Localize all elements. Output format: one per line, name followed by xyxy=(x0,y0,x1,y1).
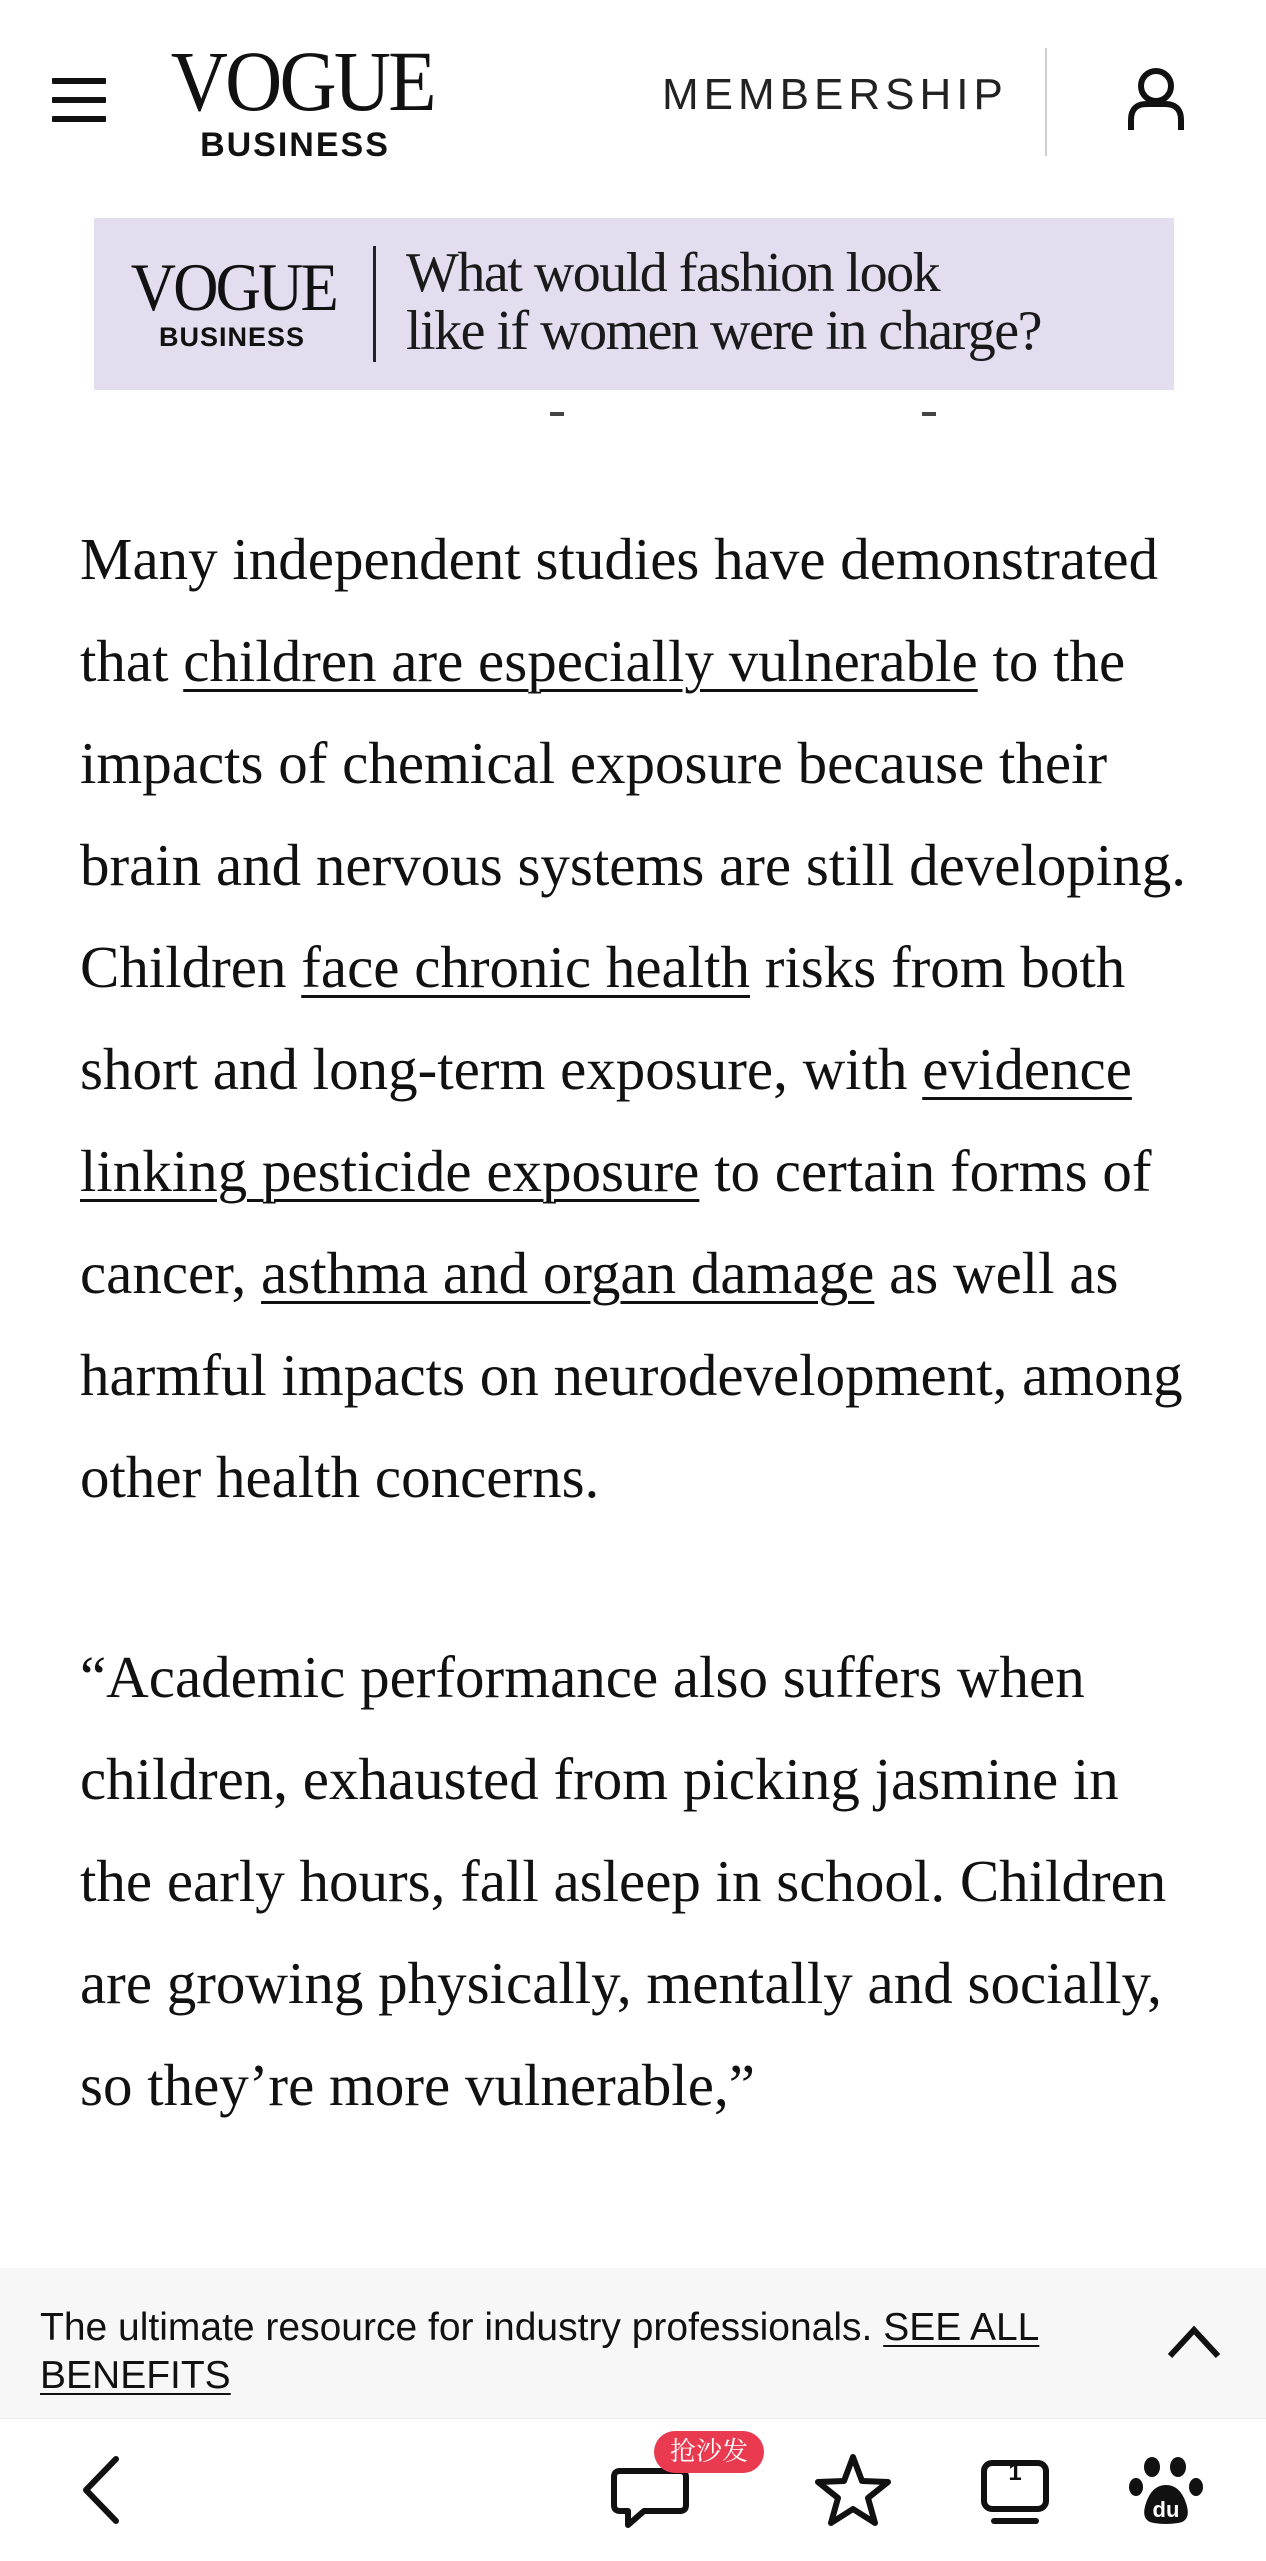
browser-bottom-bar xyxy=(0,2418,1266,2561)
logo-vogue-text: VOGUE xyxy=(170,33,434,129)
link-asthma-organ-damage[interactable]: asthma and organ damage xyxy=(261,1240,875,1306)
header-divider xyxy=(1045,48,1047,156)
paragraph-text: to certain forms of cancer, xyxy=(80,1138,1152,1306)
promo-logo-business: BUSINESS xyxy=(158,322,306,352)
promo-banner[interactable] xyxy=(94,218,1174,390)
baidu-paw-icon[interactable] xyxy=(1122,2445,1212,2535)
paragraph-text: to the impacts of chemical exposure because their brain and nervous systems are still developing. Children xyxy=(80,628,1187,1000)
hamburger-menu-icon[interactable] xyxy=(52,78,108,124)
promo-logo xyxy=(122,249,342,353)
promo-headline-line2: like if women were in charge? xyxy=(406,300,1041,362)
promo-divider xyxy=(373,246,376,362)
see-all-benefits-link[interactable]: SEE ALL BENEFITS xyxy=(40,2306,1040,2397)
tab-count: 1 xyxy=(1008,2459,1022,2486)
paragraph-text: risks from both short and long-term exposure, with xyxy=(80,934,1126,1102)
promo-headline xyxy=(406,244,1146,360)
article-paragraph-1 xyxy=(80,508,1200,1528)
star-icon[interactable] xyxy=(808,2445,898,2535)
article-paragraph-2: “Academic performance also suffers when children, exhausted from picking jasmine in the early hours, fall asleep in school. Children are growing physically, mentally and socially, so they’re more vulnerable,” xyxy=(80,1644,1167,2118)
link-chronic-health[interactable]: face chronic health xyxy=(301,934,751,1000)
svg-text:du: du xyxy=(1152,2497,1180,2522)
paragraph-text: Many independent studies have demonstrated that xyxy=(80,526,1159,694)
tabs-button[interactable] xyxy=(970,2445,1060,2535)
paragraph-text: as well as harmful impacts on neurodevelopment, among other health concerns. xyxy=(80,1240,1183,1510)
back-arrow-icon[interactable] xyxy=(56,2445,146,2535)
link-children-vulnerable[interactable]: children are especially vulnerable xyxy=(183,628,978,694)
chevron-up-icon[interactable] xyxy=(1166,2318,1222,2362)
promo-logo-vogue: VOGUE xyxy=(130,249,336,325)
site-header xyxy=(0,0,1266,200)
vogue-business-logo[interactable] xyxy=(160,33,434,164)
user-account-icon[interactable] xyxy=(1125,66,1187,132)
membership-promo-text xyxy=(40,2304,1040,2400)
membership-promo-bar xyxy=(0,2268,1266,2418)
comment-badge[interactable]: 抢沙发 xyxy=(654,2431,764,2473)
article-body xyxy=(80,508,1200,2136)
link-pesticide-exposure[interactable]: evidence linking pesticide exposure xyxy=(80,1036,1132,1204)
membership-link[interactable]: MEMBERSHIP xyxy=(662,70,1008,119)
membership-promo-label: The ultimate resource for industry professionals. xyxy=(40,2306,884,2349)
promo-headline-line1: What would fashion look xyxy=(406,242,940,304)
clipped-previous-line xyxy=(80,388,1180,428)
logo-business-text: BUSINESS xyxy=(200,126,390,164)
